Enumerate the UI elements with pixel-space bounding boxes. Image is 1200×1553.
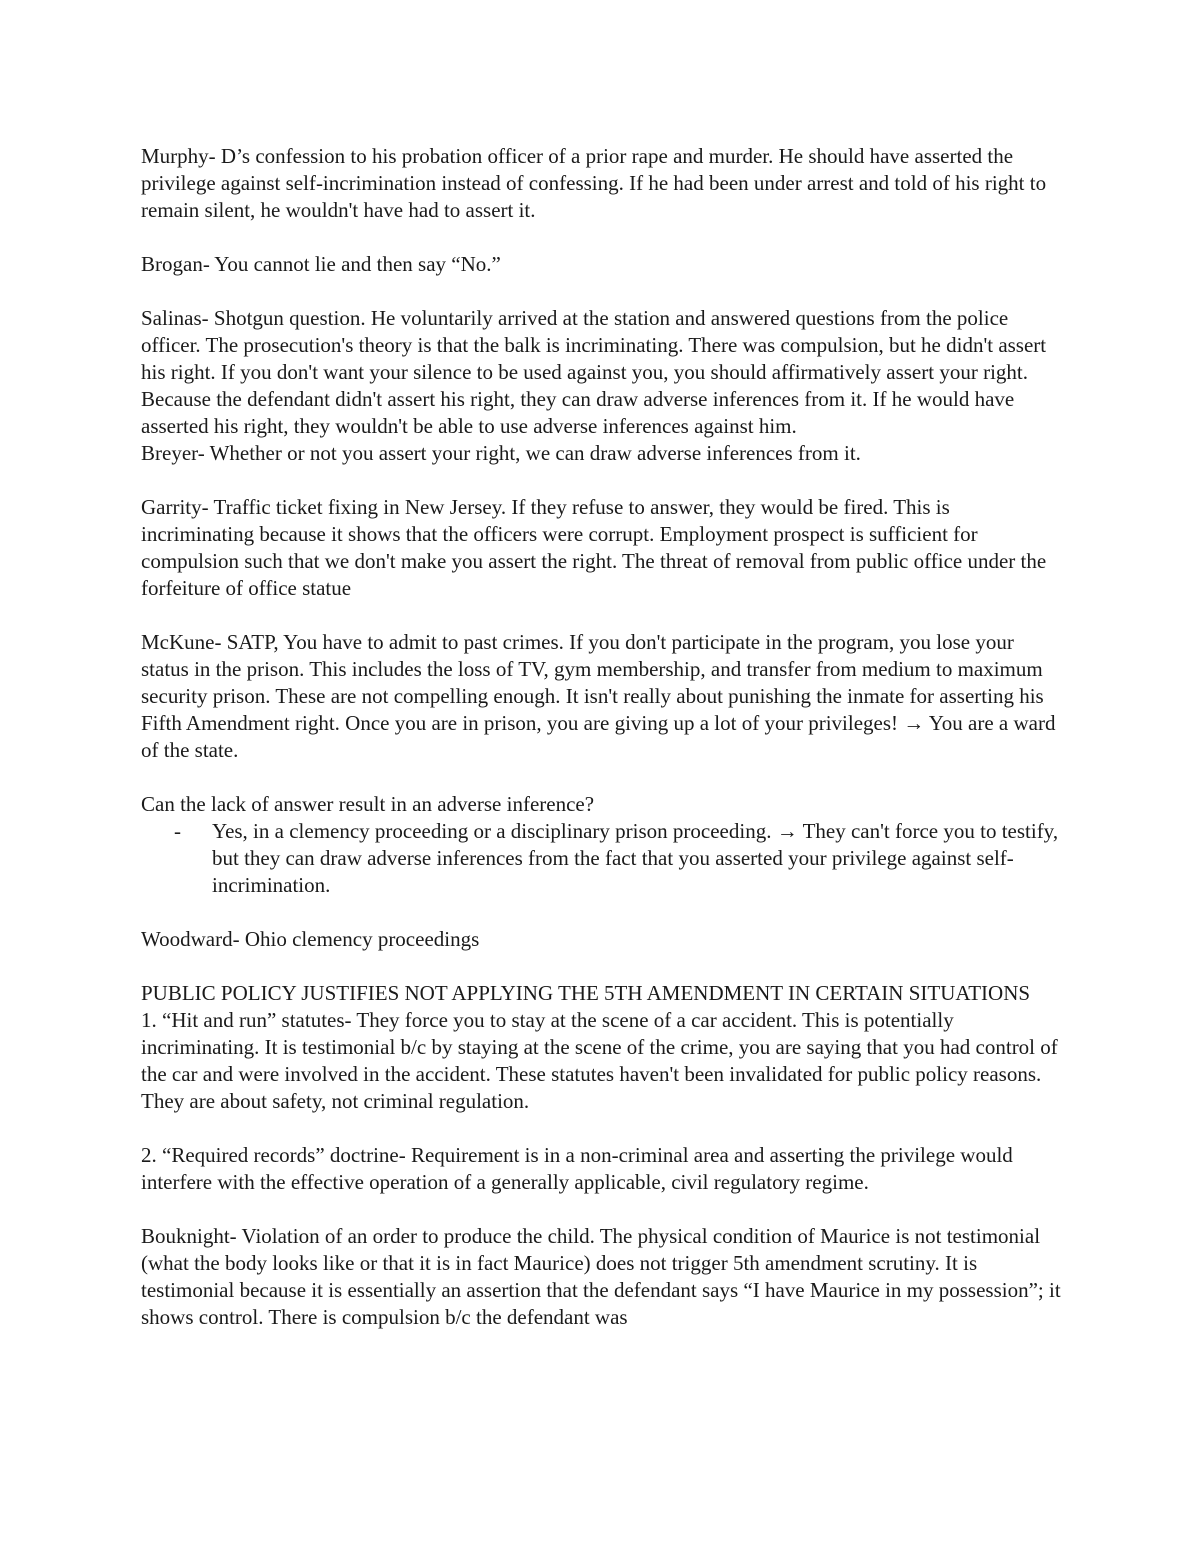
paragraph-mckune: McKune- SATP, You have to admit to past crimes. If you don't participate in the program, you lose your status in the prison. This includes the loss of TV, gym membership, and transfer from medium to maximum security prison. These are not compelling enough. It isn't really about punishing the inmate for asserting his Fifth Amendment right. Once you are in prison, you are giving up a lot of your privileges! → You are a ward of the state. <box>141 630 1056 762</box>
paragraph-required-records: 2. “Required records” doctrine- Requirement is in a non-criminal area and asserting the privilege would interfere with the effective operation of a generally applicable, civil regulatory regime. <box>141 1143 1013 1194</box>
paragraph-woodward: Woodward- Ohio clemency proceedings <box>141 927 480 951</box>
paragraph-brogan: Brogan- You cannot lie and then say “No.” <box>141 252 501 276</box>
bullet-marker: - <box>174 819 181 843</box>
paragraph-breyer: Breyer- Whether or not you assert your right, we can draw adverse inferences from it. <box>141 441 861 465</box>
bullet-list <box>141 818 1066 899</box>
section-heading-public-policy: PUBLIC POLICY JUSTIFIES NOT APPLYING THE 5TH AMENDMENT IN CERTAIN SITUATIONS <box>141 981 1031 1005</box>
paragraph-adverse-inference-question: Can the lack of answer result in an adverse inference? <box>141 792 595 816</box>
paragraph-hit-and-run: 1. “Hit and run” statutes- They force you to stay at the scene of a car accident. This is potentially incriminating. It is testimonial b/c by staying at the scene of the crime, you are saying that you had control of the car and were involved in the accident. These statutes haven't been invalidated for public policy reasons. They are about safety, not criminal regulation. <box>141 1008 1058 1113</box>
paragraph-salinas: Salinas- Shotgun question. He voluntarily arrived at the station and answered questions from the police officer. The prosecution's theory is that the balk is incriminating. There was compulsion, but he didn't assert his right. If you don't want your silence to be used against you, you should affirmatively assert your right. Because the defendant didn't assert his right, they can draw adverse inferences from it. If he would have asserted his right, they wouldn't be able to use adverse inferences against him. <box>141 306 1047 438</box>
paragraph-bouknight: Bouknight- Violation of an order to produce the child. The physical condition of Maurice is not testimonial (what the body looks like or that it is in fact Maurice) does not trigger 5th amendment scrutiny. It is testimonial because it is essentially an assertion that the defendant says “I have Maurice in my possession”; it shows control. There is compulsion b/c the defendant was <box>141 1224 1061 1329</box>
list-item <box>141 818 1066 899</box>
paragraph-garrity: Garrity- Traffic ticket fixing in New Jersey. If they refuse to answer, they would be fired. This is incriminating because it shows that the officers were corrupt. Employment prospect is sufficient for compulsion such that we don't make you assert the right. The threat of removal from public office under the forfeiture of office statue <box>141 495 1047 600</box>
paragraph-murphy: Murphy- D’s confession to his probation officer of a prior rape and murder. He should have asserted the privilege against self-incrimination instead of confessing. If he had been under arrest and told of his right to remain silent, he wouldn't have had to assert it. <box>141 144 1047 222</box>
document-body <box>141 143 1066 1331</box>
bullet-text: Yes, in a clemency proceeding or a disciplinary prison proceeding. → They can't force you to testify, but they can draw adverse inferences from the fact that you asserted your privilege against self-incrimination. <box>212 819 1059 897</box>
